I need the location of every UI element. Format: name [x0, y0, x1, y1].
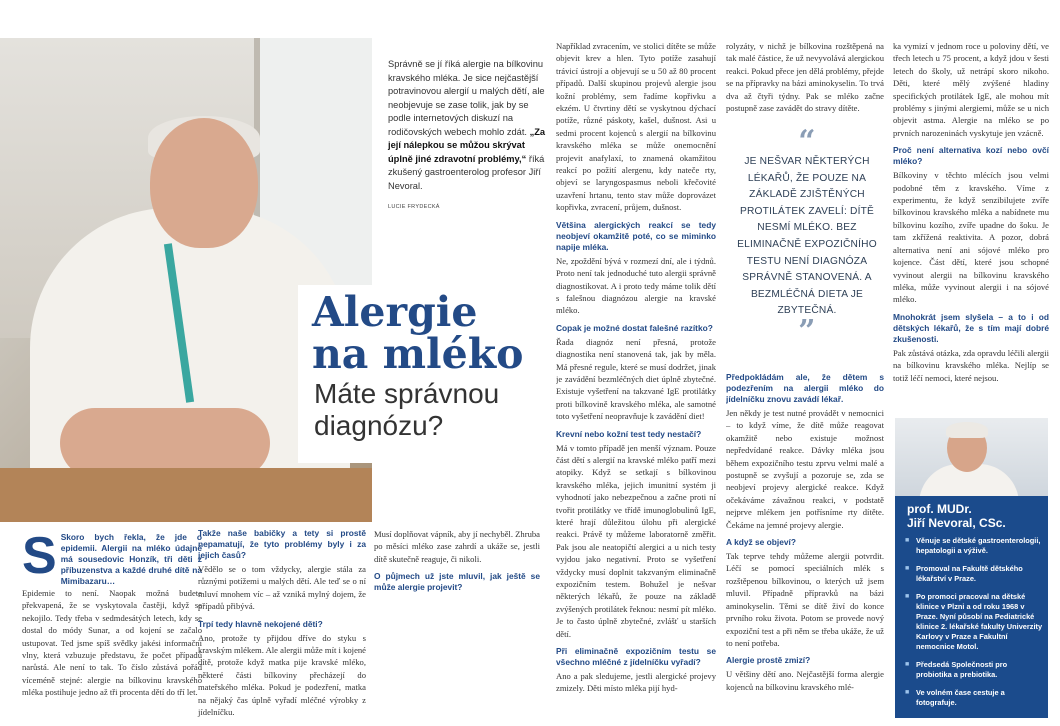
paragraph: Ne, zpoždění bývá v rozmezí dní, ale i týdnů. Proto není tak jednoduché tuto alergii správně diagnostikovat. A i proto tedy máme tolik dětí s falešnou diagnózou alergie na kravské mléko. — [556, 255, 716, 316]
question-heading: Předpokládám ale, že dětem s podezřením na alergii mléko do jídelníčku znovu zavádí lékař. — [726, 372, 884, 404]
question-heading: Většina alergických reakcí se tedy neobjeví okamžitě poté, co se miminko napije mléka. — [556, 219, 716, 252]
column-4 — [726, 372, 884, 722]
question-heading: Krevní nebo kožní test tedy nestačí? — [556, 428, 702, 439]
paragraph: Ano, protože ty přijdou dříve do styku s kravským mlékem. Ale alergii může mít i kojené dítě, protože když matka pije kravské mléko, některé části bílkoviny přecházejí do mateřského mléka. Pokud je podezření, matka na nějaký čas úplně vyřadí mléčné výrobky z jídelníčku. — [198, 632, 366, 718]
lead-question — [22, 527, 202, 587]
article-title: Alergie na mléko — [312, 288, 524, 378]
paragraph: Jen někdy je test nutné provádět v nemocnici – to když víme, že dítě může reagovat okamžitě nebo existuje možnost nepředvídané reakce. Dávky mléka jsou během expozičního testu zprvu velmi malé a postupně se zvyšují a pozoruje se, zda se neobjeví projevy alergické reakce. Když očekáváme závažnou reakci, v podstatě nejprve mlékem jen potřísníme rty dítěte. Čekáme na jemné projevy alergie. — [726, 408, 884, 530]
close-quote-icon: ” — [798, 313, 816, 349]
question-heading: Proč není alternativa kozí nebo ovčí mléko? — [893, 145, 1049, 167]
intro-text: Správně se jí říká alergie na bílkovinu kravského mléka. Je sice nejčastější potravinovou alergií u malých dětí, ale neobjevuje se zase tolik, jak by se podle internetových diskuzí na rodičovských webech mohlo zdát. — [388, 59, 545, 137]
profile-photo-hair — [946, 422, 988, 438]
question-heading: Trpí tedy hlavně nekojené děti? — [198, 618, 323, 629]
question-heading: A když se objeví? — [726, 537, 796, 548]
question-heading: Takže naše babičky a tety si prostě nepamatují, že tyto problémy byly i za jejich časů? — [198, 528, 366, 560]
open-quote-icon: “ — [798, 124, 816, 159]
paragraph: Pak zůstává otázka, zda opravdu léčili alergii na bílkovinu kravského mléka. Nejlíp se totiž léčí nemoci, které nejsou. — [893, 347, 1049, 383]
paragraph: Epidemie to není. Naopak možná budete překvapená, že se vyskytovala častěji, když se nekojilo. Tedy třeba v sedmdesátých letech, kdy se dostal do módy Sunar, a od kojení se začalo ustupovat. Ted jsme spíš svědky jakési informační vlny, která vzbuzuje představu, že počet případů narůstá. Ale není to tak. To číslo zůstává pořád víceméně stejné: alergie na bílkovinu kravského mléka postihuje jedno až tři procenta dětí do tří let. — [22, 588, 202, 698]
paragraph: Vědělo se o tom vždycky, alergie stála za různými potížemi u malých dětí. Ale teď se o ní mluví mnohem víc – až vzniká mylný dojem, že případů přibývá. — [198, 564, 366, 612]
profile-item: ■ Věnuje se dětské gastroenterologii, hepatologii a výživě. — [905, 536, 1043, 556]
paragraph: Například zvracením, ve stolici dítěte se může objevit krev a hlen. Tyto potíže zasahují trávicí ústrojí a objevují se u 50 až 80 procent případů. Další skupinou projevů alergie jsou kožní problémy, sem řadíme kopřivku a ekzém. U čtvrtiny dětí se vyskytnou dýchací potíže, různé páskoty, kašel, dušnost. Asi u sedmi procent kojenců s alergií na bílkovinu kravského mléka se může onemocnění projevit anafylaxí, to znamená okamžitou reakcí po požití alergenu, kdy nateče rty, objeví se laryngospasmus neboli křečovité uzavření hrtanu, tento stav může doprovázet kopřivka, zvracení, průjem, dušnost. — [556, 41, 716, 213]
profile-list — [905, 536, 1043, 716]
question-heading: Při eliminačně expozičním testu se všechno mléčné z jídelníčku vyřadí? — [556, 646, 716, 668]
paragraph: U většiny dětí ano. Nejčastější forma alergie kojenců na bílkovinu kravského mlé- — [726, 669, 884, 692]
column-3a — [374, 528, 540, 595]
pull-quote-text: JE NEŠVAR NĚKTERÝCH LÉKAŘŮ, ŽE POUZE NA ZÁKLADĚ ZJIŠTĚNÝCH PROTILÁTEK ZAVELÍ: DÍTĚ NESMÍ MLÉKO. BEZ ELIMINAČNĚ EXPOZIČNÍHO TESTU NENÍ DIAGNÓZA SPRÁVNĚ STANOVENÁ. A BEZMLÉČNÁ DIETA JE ZBYTEČNÁ. — [737, 156, 877, 317]
photo-head — [150, 118, 258, 248]
profile-fullname: Jiří Nevoral, CSc. — [907, 516, 1006, 530]
profile-item: ■ Promoval na Fakultě dětského lékařství v Praze. — [905, 564, 1043, 584]
profile-title: prof. MUDr. — [907, 502, 972, 516]
intro-quote: „Za její nálepkou se můžou skrývat úplně jiné zdravotní problémy,“ — [388, 126, 546, 164]
profile-item: ■ Předsedá Společnosti pro probiotika a prebiotika. — [905, 660, 1043, 680]
article-subtitle: Máte správnou diagnózu? — [314, 378, 500, 441]
profile-photo — [895, 418, 1048, 496]
paragraph: rolyzáty, v nichž je bílkovina rozštěpená na tak malé částice, že už nevyvolává alergickou reakci. Pokud přece jen dělá problémy, přejde se na přípravky na bázi aminokyselin. To trvá dva až čtyři týdny. Pak se mléko začne postupně zase zavádět do stravy dítěte. — [726, 41, 884, 114]
question-heading: Mnohokrát jsem slyšela – a to i od dětských lékařů, že s tím mají dobré zkušenosti. — [893, 311, 1049, 344]
drop-cap: S — [22, 527, 57, 585]
paragraph: Má v tomto případě jen menší význam. Pouze část dětí s alergií na kravské mléko patří mezi atopiky. Když se setkají s bílkovinou kravského mléka, jejich imunitní systém ji vyhodnotí jako nebezpečnou a začne proti ní tvořit protilátky ve třídě imunoglobulinů IgE, které hrají důležitou úlohu při alergické reakci. Právě ty můžeme laboratorně změřit. Pak jsou ale neatopičtí alergici a u nich testy vyjdou jako negativní. Proto se vyšetření vždycky musí doplnit takzvaným eliminačně expozičním testem. Bohužel je nešvar některých lékařů, že pouze na základě zvýšených protilátek řeknou: nesmí pít mléko. Je to často úplně zbytečné, zvlášť u starších dětí. — [556, 442, 716, 639]
profile-item: ■ Ve volném čase cestuje a fotografuje. — [905, 688, 1043, 708]
column-3 — [556, 40, 716, 720]
paragraph: ka vymizí v jednom roce u poloviny dětí, ve třech letech u 75 procent, a když jdou v šesti letech do školy, už netrápí skoro nikoho. Děti, které mělý zvýšené hladiny specifických protilátek IgE, ale mohou mít problémy s jinými alergiemi, může se u nich objevit astma. Alergie na mléko se po prvních narozeninách vyskytuje jen vzácně. — [893, 41, 1049, 138]
column-2 — [198, 528, 366, 720]
question-heading: Alergie prostě zmizí? — [726, 655, 811, 666]
paragraph: Řada diagnóz není přesná, protože diagnostika není stanovená tak, jak by měla. Má přesné regule, které se musí dodržet, jinak je zavádění bezmléčných diet úplně zbytečné. Existuje vyšetření na takzvané IgE protilátky proti bílkovině kravského mléka, ale samotné toto vyšetření neopravňuje k zavádění diet! — [556, 336, 716, 422]
paragraph: Musí doplňovat vápník, aby jí nechyběl. Zhruba po měsíci mléko zase zahrdí a ukáže se, jestli dítě skutečně reaguje, či nikoli. — [374, 529, 540, 564]
title-block — [298, 285, 548, 463]
question-heading: Copak je možné dostat falešné razítko? — [556, 322, 713, 333]
question-heading: O půjmech už jste mluvil, jak ještě se může alergie projevit? — [374, 571, 540, 593]
author-credit: LUCIE FRYDECKÁ — [388, 204, 440, 210]
paragraph: Ano a pak sledujeme, jestli alergické projevy zmizely. Děti místo mléka pijí hyd- — [556, 671, 716, 694]
photo-table — [0, 468, 372, 522]
profile-name — [907, 502, 1006, 530]
profile-item: ■ Po promoci pracoval na dětské klinice v Plzni a od roku 1968 v Praze. Nyní působí na Pediatrické klinice 2. lékařské fakulty Univerzity Karlovy v Praze a Fakultní nemocnice Motol. — [905, 592, 1043, 652]
column-5 — [893, 40, 1049, 412]
paragraph: Tak teprve tehdy můžeme alergii potvrdit. Léčí se pomocí speciálních mlék s rozštěpenou bílkovinou, o kterých už jsem mluvil. Případně přípravků na bázi aminokyselin. Těmi se dítě živí do konce prvního roku života. Potom se provede nový expoziční test a při něm se třeba ukáže, že už to není potřeba. — [726, 551, 884, 648]
column-1 — [22, 527, 202, 701]
paragraph: Bílkoviny v těchto mlécích jsou velmi podobné těm z kravského. Víme z experimentu, že když senzibilujete zvíře bílkovinou kravského mléka a nabídnete mu bílkovinu kozího, zvíře upadne do šoku. Je tam zkřížená reaktivita. A pozor, dobrá alternativa není ani sójové mléko pro kojence. Část dětí, které jsou schopné vyvinout alergii na bílkovinu kravského mléka, může vyvinout alergii i na sójové mléko. — [893, 170, 1049, 305]
intro-block — [388, 58, 548, 215]
column-4a — [726, 40, 884, 116]
pull-quote — [736, 124, 878, 349]
lead-text: Skoro bych řekla, že jde o epidemii. Alergii na mléko údajně má sousedovic Honzík, tři děti z příbuzenstva a každé druhé dítě na Mimibazaru… — [60, 532, 202, 586]
intro-attribution: říká zkušený gastroenterolog profesor Jiří Nevoral. — [388, 153, 545, 191]
